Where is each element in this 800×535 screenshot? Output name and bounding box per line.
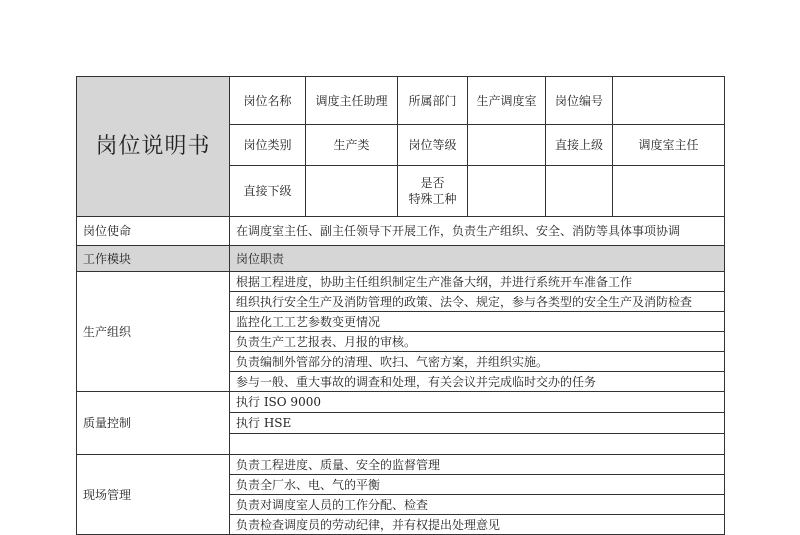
mission-label: 岗位使命	[77, 217, 230, 246]
section-module: 质量控制	[77, 392, 230, 455]
blank-cell	[546, 166, 613, 217]
position-grade-label: 岗位等级	[398, 125, 468, 166]
duty-item: 执行 ISO 9000	[230, 392, 725, 413]
direct-subordinate-label: 直接下级	[230, 166, 306, 217]
duty-item: 负责生产工艺报表、月报的审核。	[230, 332, 725, 352]
duty-item: 根据工程进度，协助主任组织制定生产准备大纲，并进行系统开车准备工作	[230, 272, 725, 292]
direct-superior-value: 调度室主任	[613, 125, 725, 166]
doc-title: 岗位说明书	[77, 77, 230, 217]
work-module-header: 工作模块	[77, 246, 230, 272]
section-module: 生产组织	[77, 272, 230, 392]
job-description-table	[76, 76, 725, 535]
position-code-value	[613, 77, 725, 125]
mission-text: 在调度室主任、副主任领导下开展工作，负责生产组织、安全、消防等具体事项协调	[230, 217, 725, 246]
job-description-sheet	[76, 76, 725, 535]
special-work-type-value	[468, 166, 546, 217]
duty-item: 负责工程进度、质量、安全的监督管理	[230, 455, 725, 475]
duty-item: 负责全厂水、电、气的平衡	[230, 475, 725, 495]
position-grade-value	[468, 125, 546, 166]
direct-subordinate-value	[306, 166, 398, 217]
blank-cell	[613, 166, 725, 217]
section-module: 现场管理	[77, 455, 230, 535]
special-work-type-label	[398, 166, 468, 217]
duty-item: 执行 HSE	[230, 413, 725, 434]
position-name-value: 调度主任助理	[306, 77, 398, 125]
special-work-type-line2: 特殊工种	[408, 192, 457, 206]
position-name-label: 岗位名称	[230, 77, 306, 125]
department-label: 所属部门	[398, 77, 468, 125]
duty-item: 负责编制外管部分的清理、吹扫、气密方案，并组织实施。	[230, 352, 725, 372]
duty-item: 监控化工工艺参数变更情况	[230, 312, 725, 332]
position-category-label: 岗位类别	[230, 125, 306, 166]
duty-item: 负责对调度室人员的工作分配、检查	[230, 495, 725, 515]
duty-item: 负责检查调度员的劳动纪律，并有权提出处理意见	[230, 515, 725, 535]
position-code-label: 岗位编号	[546, 77, 613, 125]
duty-item: 组织执行安全生产及消防管理的政策、法令、规定，参与各类型的安全生产及消防检查	[230, 292, 725, 312]
duty-item	[230, 434, 725, 455]
duty-item: 参与一般、重大事故的调查和处理，有关会议并完成临时交办的任务	[230, 372, 725, 392]
position-category-value: 生产类	[306, 125, 398, 166]
duties-header: 岗位职责	[230, 246, 725, 272]
department-value: 生产调度室	[468, 77, 546, 125]
direct-superior-label: 直接上级	[546, 125, 613, 166]
special-work-type-line1: 是否	[420, 176, 445, 190]
